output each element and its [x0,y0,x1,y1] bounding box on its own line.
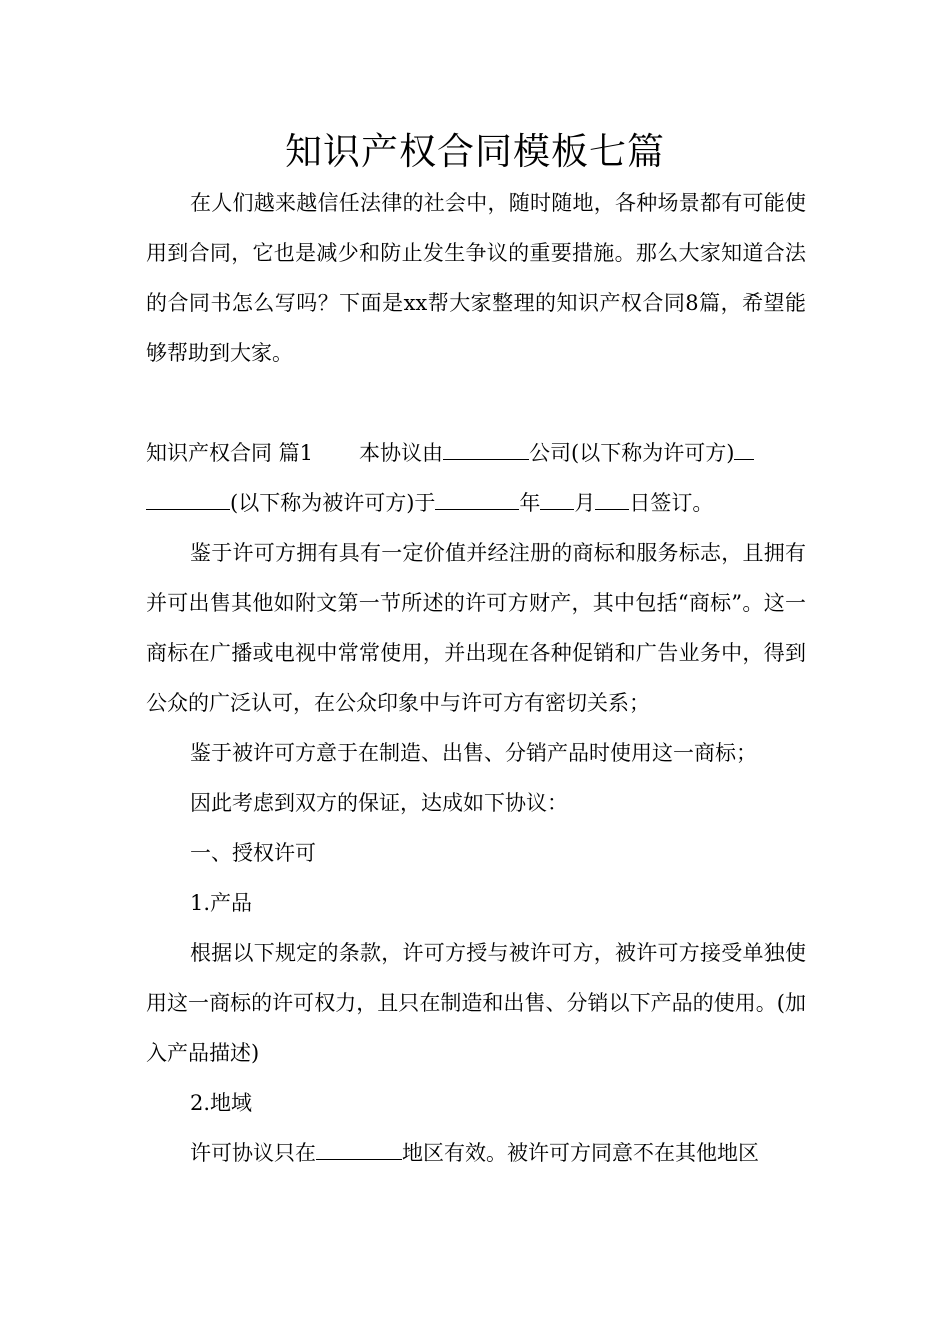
blank-licensee-name [146,491,230,510]
intro-block [146,178,806,378]
blank-day [595,491,629,510]
blank-licensor-name [443,441,529,460]
section-heading: 知识产权合同 篇1 [146,441,314,465]
blank-year [435,491,519,510]
territory-text-b: 地区有效。被许可方同意不在其他地区 [402,1141,759,1165]
licensee-line [146,478,806,528]
heading-grant: 一、授权许可 [190,841,316,865]
paragraph-agreement: 因此考虑到双方的保证，达成如下协议： [190,791,568,815]
blank-trailing [734,441,754,460]
section-heading-line [146,428,806,478]
year-label: 年 [519,491,541,515]
paragraph-whereas-1: 鉴于许可方拥有具有一定价值并经注册的商标和服务标志，且拥有并可出售其他如附文第一节所述的许可方财产，其中包括“商标”。这一商标在广播或电视中常常使用，并出现在各种促销和广告业务中，得到公众的广泛认可，在公众印象中与许可方有密切关系； [146,541,806,715]
blank-territory [316,1141,402,1160]
blank-month [540,491,574,510]
page-title: 知识产权合同模板七篇 [285,130,665,173]
heading-products: 1.产品 [190,891,253,915]
paragraph-whereas-2: 鉴于被许可方意于在制造、出售、分销产品时使用这一商标； [190,741,757,765]
paragraph-territory [146,1128,806,1178]
licensor-label: 公司(以下称为许可方) [529,441,735,465]
agreement-intro-text: 本协议由 [359,441,444,465]
heading-territory: 2.地域 [190,1091,253,1115]
month-label: 月 [574,491,596,515]
contract-body [146,428,806,1178]
territory-text-a: 许可协议只在 [190,1141,316,1165]
paragraph-products: 根据以下规定的条款，许可方授与被许可方，被许可方接受单独使用这一商标的许可权力，且只在制造和出售、分销以下产品的使用。(加入产品描述) [146,941,806,1065]
intro-paragraph: 在人们越来越信任法律的社会中，随时随地，各种场景都有可能使用到合同，它也是减少和防止发生争议的重要措施。那么大家知道合法的合同书怎么写吗？下面是xx帮大家整理的知识产权合同8篇，希望能够帮助到大家。 [146,191,806,365]
day-label: 日签订。 [629,491,714,515]
licensee-label: (以下称为被许可方)于 [230,491,436,515]
